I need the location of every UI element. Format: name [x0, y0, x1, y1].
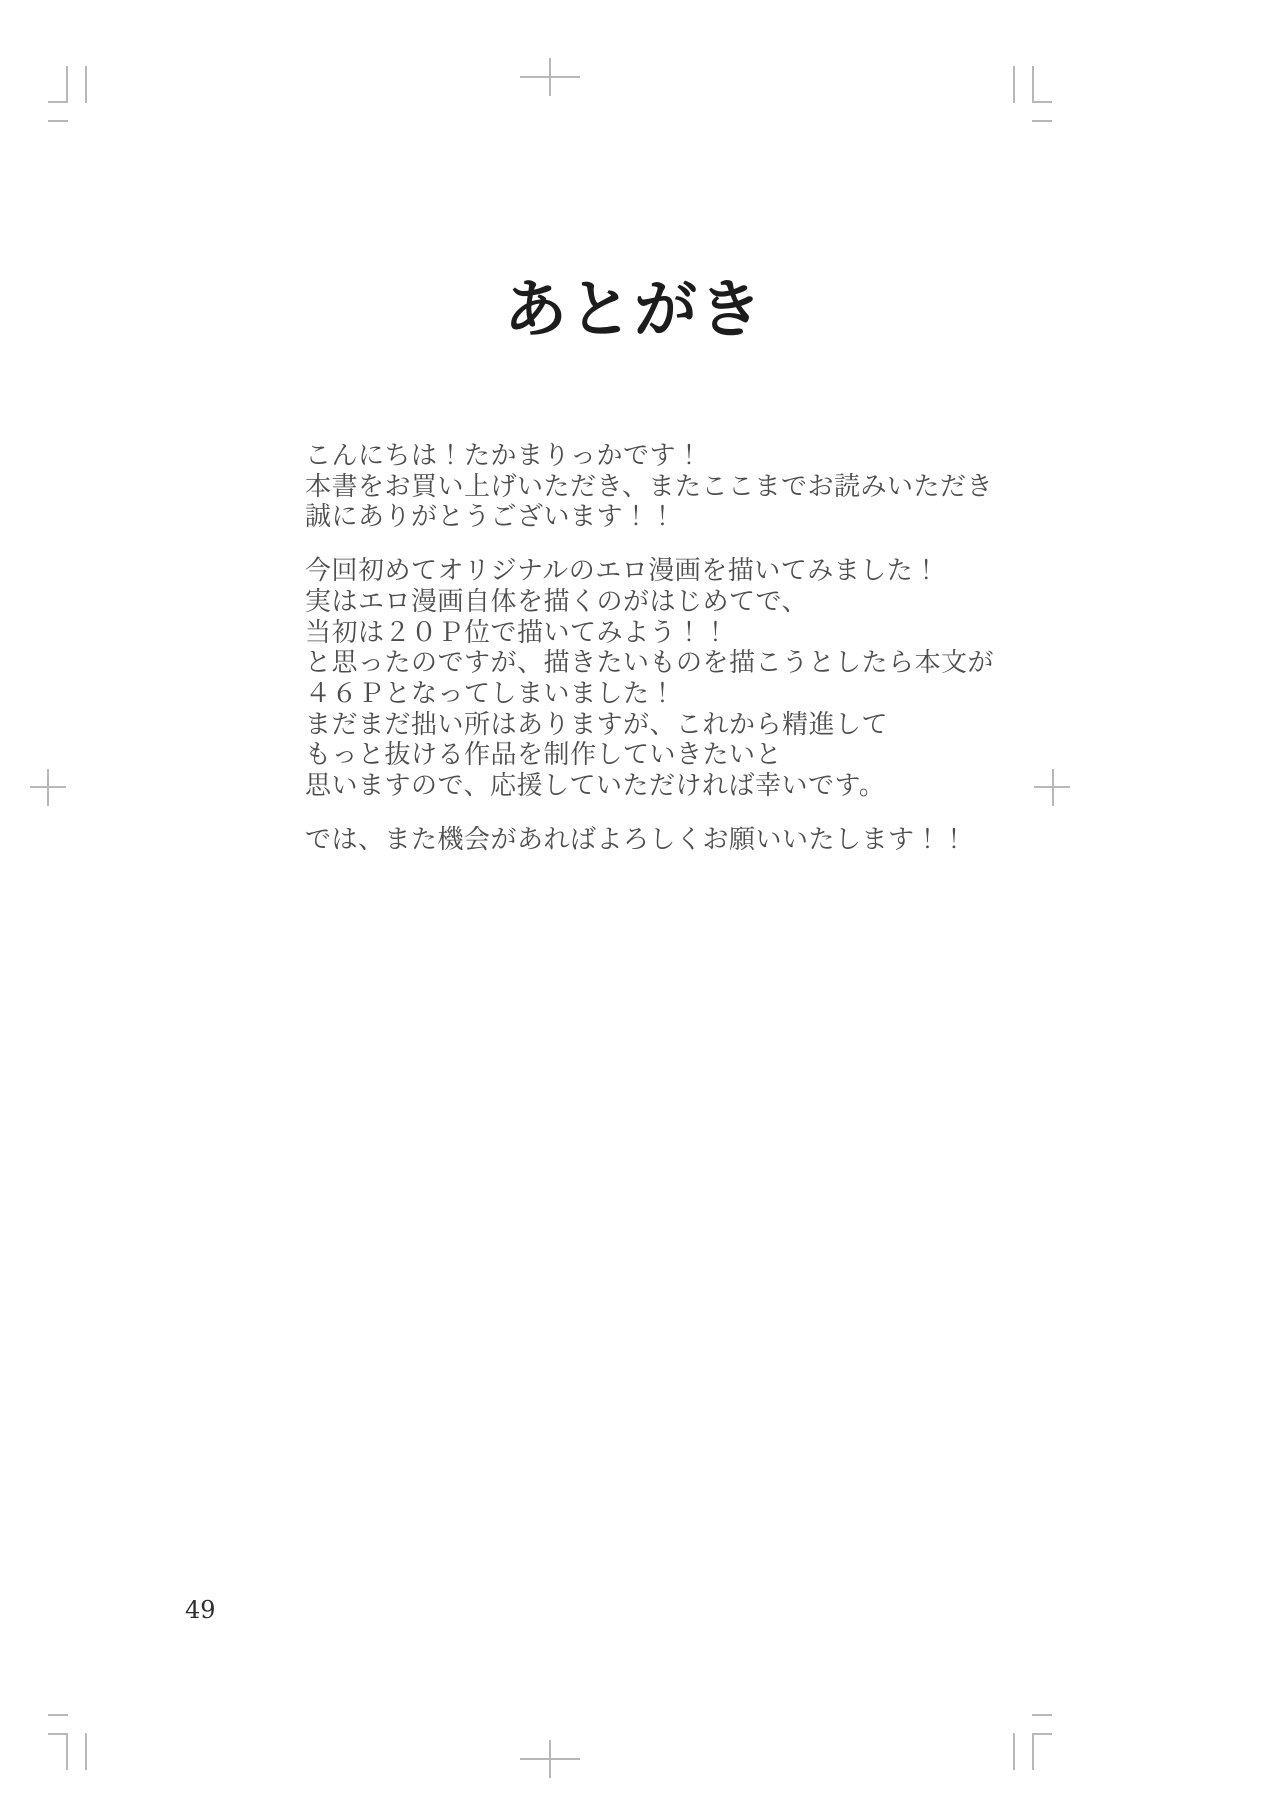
text-line: 当初は２０Ｐ位で描いてみよう！！ — [305, 617, 730, 648]
crop-mark-line — [549, 1740, 551, 1778]
text-line: 実はエロ漫画自体を描くのがはじめてで、 — [305, 586, 808, 617]
crop-mark-line — [85, 66, 87, 103]
crop-mark-line — [66, 1733, 68, 1770]
crop-mark-line — [48, 1733, 68, 1735]
text-line: では、また機会があればよろしくお願いいたします！！ — [305, 824, 968, 855]
crop-mark-line — [1032, 1714, 1052, 1716]
page-number: 49 — [185, 1596, 216, 1624]
text-line: 本書をお買い上げいただき、またここまでお読みいただき — [305, 471, 993, 502]
paragraph — [305, 825, 1025, 856]
text-line: 思いますので、応援していただければ幸いです。 — [305, 771, 886, 802]
page-title: あとがき — [504, 272, 764, 346]
text-line: こんにちは！たかまりっかです！ — [305, 441, 703, 471]
text-line: まだまだ拙い所はありますが、これから精進して — [305, 709, 889, 740]
text-line: 誠にありがとうございます！！ — [305, 502, 677, 533]
crop-mark-line — [66, 66, 68, 103]
crop-mark-line — [549, 58, 551, 96]
crop-mark-line — [48, 120, 68, 122]
crop-mark-line — [1013, 1733, 1015, 1770]
crop-mark-line — [48, 101, 68, 103]
crop-mark-line — [1032, 120, 1052, 122]
text-line: もっと抜ける作品を制作していきたいと — [305, 740, 783, 771]
crop-mark-line — [1032, 101, 1052, 103]
crop-mark-line — [1032, 1733, 1034, 1770]
crop-mark-line — [1032, 66, 1034, 103]
afterword-text — [305, 441, 1025, 878]
paragraph — [305, 441, 1025, 533]
crop-mark-line — [1052, 769, 1054, 806]
text-line: ４６Ｐとなってしまいました！ — [305, 678, 677, 709]
crop-mark-line — [1032, 1733, 1052, 1735]
text-line: と思ったのですが、描きたいものを描こうとしたら本文が — [305, 648, 995, 679]
crop-mark-line — [47, 769, 49, 806]
crop-mark-line — [85, 1733, 87, 1770]
paragraph — [305, 556, 1025, 802]
text-line: 今回初めてオリジナルのエロ漫画を描いてみました！ — [305, 556, 940, 587]
crop-mark-line — [48, 1714, 68, 1716]
crop-mark-line — [1013, 66, 1015, 103]
